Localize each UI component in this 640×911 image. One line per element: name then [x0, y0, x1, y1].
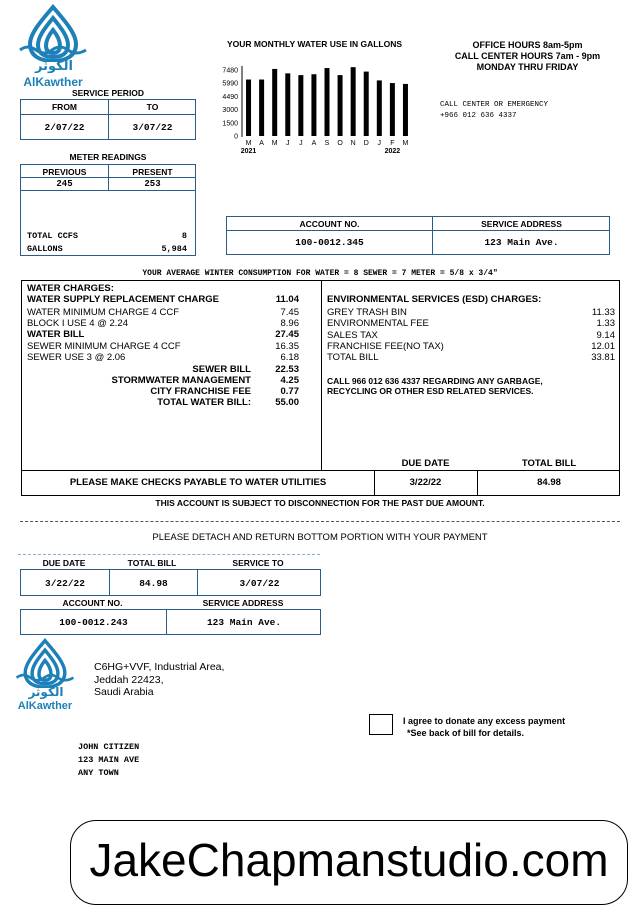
- due-date-label: DUE DATE: [401, 458, 450, 469]
- sales-tax-row: SALES TAX 9.14: [327, 330, 615, 341]
- due-date-value: 3/22/22: [409, 477, 442, 488]
- chart-bar: [403, 84, 408, 136]
- chart-x-tick-label: S: [324, 140, 330, 147]
- esd-title: ENVIRONMENTAL SERVICES (ESD) CHARGES:: [327, 294, 542, 305]
- chart-x-tick-label: M: [245, 140, 252, 147]
- call-center-phone: +966 012 636 4337: [440, 112, 517, 120]
- stub-service-value: 3/07/22: [239, 578, 280, 589]
- chart-x-tick-label: A: [259, 140, 264, 147]
- chart-x-tick-label: N: [350, 140, 356, 147]
- stub-account-box: [20, 609, 321, 635]
- brand-arabic-bottom: الكوثر: [28, 685, 64, 699]
- detach-line: [20, 521, 620, 522]
- stub-account-label: ACCOUNT NO.: [62, 598, 123, 608]
- esd-note-line1: CALL 966 012 636 4337 REGARDING ANY GARBAGE,: [327, 376, 543, 386]
- stormwater-label: STORMWATER MANAGEMENT: [111, 375, 251, 386]
- service-address-label: SERVICE ADDRESS: [481, 219, 562, 229]
- office-hours-line1: OFFICE HOURS 8am-5pm: [472, 40, 583, 50]
- meter-readings-title: METER READINGS: [69, 152, 147, 162]
- city-franchise-label: CITY FRANCHISE FEE: [150, 386, 251, 397]
- chart-x-tick-label: D: [363, 140, 369, 147]
- chart-x-tick-label: J: [299, 140, 303, 147]
- chart-year-end: 2022: [384, 148, 401, 155]
- company-address-line3: Saudi Arabia: [94, 686, 154, 698]
- total-ccfs-value: 8: [181, 231, 187, 241]
- customer-name: JOHN CITIZEN: [78, 742, 140, 752]
- esd-total-row: TOTAL BILL 33.81: [327, 352, 615, 363]
- donate-checkbox[interactable]: [369, 714, 393, 735]
- previous-label: PREVIOUS: [42, 167, 87, 177]
- water-minimum-row: WATER MINIMUM CHARGE 4 CCF 7.45: [27, 307, 299, 318]
- total-bill-value: 84.98: [537, 477, 561, 488]
- chart-x-tick-label: M: [271, 140, 278, 147]
- chart-bar: [325, 68, 330, 136]
- service-period-title: SERVICE PERIOD: [71, 88, 145, 98]
- winter-consumption-note: YOUR AVERAGE WINTER CONSUMPTION FOR WATER = 8 SEWER = 7 METER = 5/8 x 3/4": [142, 269, 498, 278]
- donate-label-line1: I agree to donate any excess payment: [403, 716, 566, 726]
- chart-bar: [298, 75, 303, 136]
- block-use-row: BLOCK I USE 4 @ 2.24 8.96: [27, 318, 299, 329]
- office-hours-line2: CALL CENTER HOURS 7am - 9pm: [454, 51, 601, 61]
- gallons-value: 5,984: [161, 244, 187, 254]
- company-address-line2: Jeddah 22423,: [94, 674, 164, 686]
- from-date: 2/07/22: [44, 122, 85, 133]
- previous-reading: 245: [56, 179, 73, 189]
- chart-bar: [338, 75, 343, 136]
- esd-note-line2: RECYCLING OR OTHER ESD RELATED SERVICES.: [327, 386, 534, 396]
- stub-address-value: 123 Main Ave.: [206, 617, 282, 628]
- present-label: PRESENT: [132, 167, 173, 177]
- stormwater-value: 4.25: [280, 375, 299, 386]
- customer-street: 123 MAIN AVE: [78, 755, 140, 765]
- meter-readings-box: [20, 164, 196, 256]
- present-reading: 253: [144, 179, 161, 189]
- franchise-fee-row: FRANCHISE FEE(NO TAX) 12.01: [327, 341, 615, 352]
- total-ccfs-label: TOTAL CCFS: [27, 231, 79, 241]
- chart-x-tick-label: J: [286, 140, 290, 147]
- stub-service-label: SERVICE TO: [232, 558, 284, 568]
- donate-label-line2: *See back of bill for details.: [407, 728, 525, 738]
- office-hours-line3: MONDAY THRU FRIDAY: [476, 62, 579, 72]
- brand-name-bottom: AlKawther: [17, 700, 73, 712]
- water-supply-row: WATER SUPPLY REPLACEMENT CHARGE 11.04: [27, 294, 299, 305]
- grey-trash-row: GREY TRASH BIN 11.33: [327, 307, 615, 318]
- city-franchise-value: 0.77: [280, 386, 299, 397]
- total-bill-label: TOTAL BILL: [521, 458, 577, 469]
- stub-dates-box: [20, 569, 321, 596]
- gallons-label: GALLONS: [27, 244, 63, 254]
- brand-logo: [18, 4, 88, 88]
- water-drop-icon: [18, 4, 88, 62]
- chart-x-tick-label: M: [402, 140, 409, 147]
- service-address: 123 Main Ave.: [484, 237, 559, 248]
- payable-note: PLEASE MAKE CHECKS PAYABLE TO WATER UTILITIES: [69, 477, 327, 488]
- chart-x-tick-label: J: [377, 140, 382, 147]
- environmental-fee-row: ENVIRONMENTAL FEE 1.33: [327, 318, 615, 329]
- service-period-box: [20, 99, 196, 140]
- stub-due-value: 3/22/22: [45, 578, 85, 589]
- from-label: FROM: [51, 102, 78, 112]
- stub-total-value: 84.98: [139, 578, 168, 589]
- chart-bar: [364, 72, 369, 136]
- brand-name: AlKawther: [23, 75, 83, 89]
- chart-bar: [351, 67, 356, 136]
- chart-bar: [311, 74, 316, 136]
- chart-bar: [246, 80, 251, 136]
- customer-town: ANY TOWN: [78, 768, 119, 778]
- chart-bar: [377, 80, 382, 136]
- to-date: 3/07/22: [132, 122, 173, 133]
- chart-y-tick-label: 7480: [222, 67, 238, 75]
- water-bill-row: WATER BILL 27.45: [27, 329, 299, 340]
- chart-y-tick-label: 5990: [222, 80, 238, 88]
- account-number: 100-0012.345: [295, 237, 364, 248]
- chart-x-tick-label: O: [337, 140, 343, 147]
- chart-y-tick-label: 3000: [222, 107, 238, 115]
- chart-bar: [272, 69, 277, 136]
- watermark-text: JakeChapmanstudio.com: [89, 834, 609, 886]
- brand-logo-bottom: [14, 638, 76, 714]
- chart-y-tick-label: 4490: [222, 93, 238, 101]
- total-water-bill-label: TOTAL WATER BILL:: [157, 397, 251, 408]
- chart-bar: [285, 73, 290, 136]
- chart-x-tick-label: A: [311, 140, 317, 147]
- stub-due-label: DUE DATE: [42, 558, 86, 568]
- call-center-label: CALL CENTER OR EMERGENCY: [440, 101, 549, 109]
- sewer-use-row: SEWER USE 3 @ 2.06 6.18: [27, 352, 299, 363]
- total-water-bill-value: 55.00: [275, 397, 299, 408]
- stub-address-label: SERVICE ADDRESS: [202, 598, 284, 608]
- account-box: [226, 216, 610, 255]
- chart-bar: [390, 83, 395, 136]
- chart-x-tick-label: F: [390, 140, 395, 147]
- chart-year-start: 2021: [240, 148, 257, 155]
- disconnection-notice: THIS ACCOUNT IS SUBJECT TO DISCONNECTION FOR THE PAST DUE AMOUNT.: [155, 498, 485, 508]
- chart-bar: [259, 80, 264, 136]
- stub-total-label: TOTAL BILL: [127, 558, 177, 568]
- sewer-minimum-row: SEWER MINIMUM CHARGE 4 CCF 16.35: [27, 341, 299, 352]
- sewer-bill-label: SEWER BILL: [192, 364, 251, 375]
- water-use-chart: [222, 60, 422, 168]
- chart-y-tick-label: 1500: [222, 120, 238, 128]
- sewer-bill-value: 22.53: [275, 364, 299, 375]
- detach-instructions: PLEASE DETACH AND RETURN BOTTOM PORTION WITH YOUR PAYMENT: [152, 532, 488, 543]
- chart-title: YOUR MONTHLY WATER USE IN GALLONS: [226, 39, 403, 49]
- brand-arabic: الكوثر: [34, 59, 74, 74]
- company-address-line1: C6HG+VVF, Industrial Area,: [94, 661, 225, 673]
- stub-account-value: 100-0012.243: [59, 617, 128, 628]
- water-drop-icon: [14, 638, 76, 688]
- stub-divider: [18, 554, 320, 555]
- account-number-label: ACCOUNT NO.: [299, 219, 360, 229]
- water-charges-title: WATER CHARGES:: [27, 283, 114, 294]
- to-label: TO: [146, 102, 159, 112]
- chart-y-tick-label: 0: [234, 133, 238, 141]
